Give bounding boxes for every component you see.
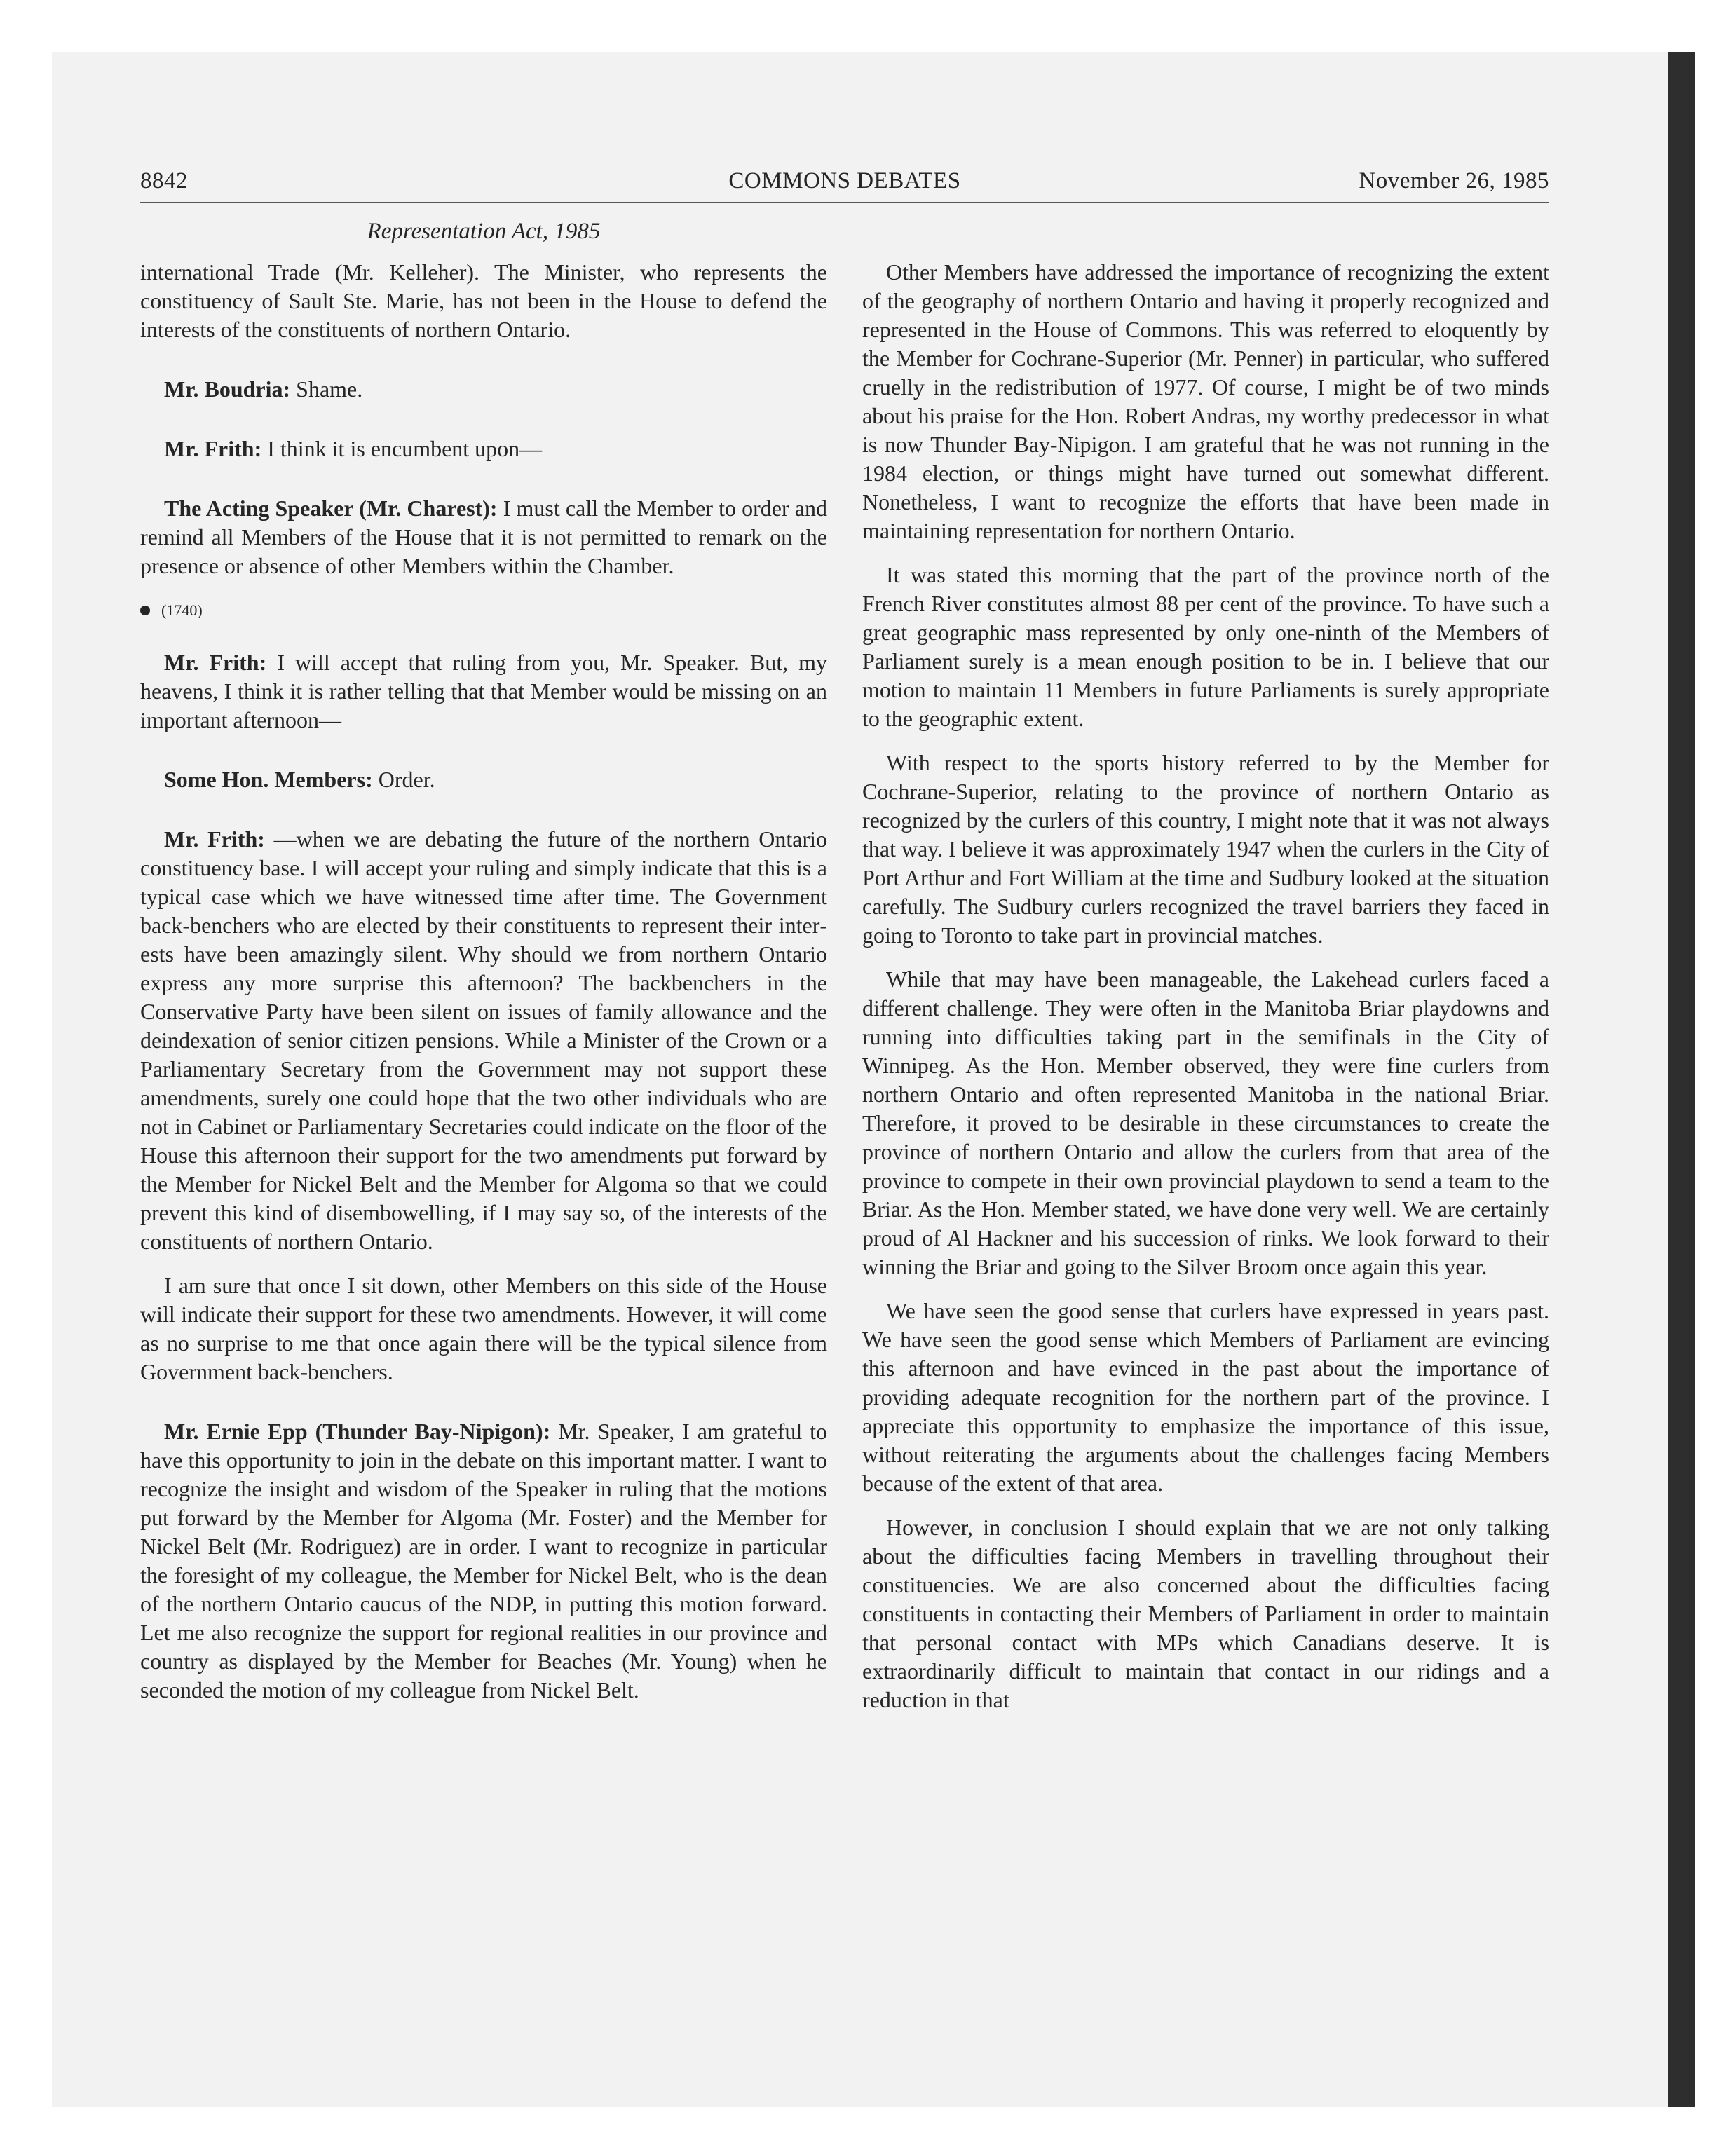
paragraph-text: We have seen the good sense that curlers have expressed in years past. We have seen the good sense which Members of Parliament are evincing this afternoon and have evinced in the past about the importance of providing adequate recognition for the northern part of the province. I appreciate this opportunity to emphasize the importance of this issue, without reiterating the arguments about the challenges facing Members because of the extent of that area.: [862, 1298, 1549, 1496]
speech-text: Shame.: [290, 376, 363, 402]
page-header: [140, 168, 1549, 200]
paragraph: [140, 1271, 827, 1386]
speech: [140, 435, 827, 463]
speaker-name: The Acting Speaker (Mr. Charest):: [164, 496, 498, 521]
spacer: [140, 360, 827, 375]
speech: [140, 494, 827, 580]
speaker-name: Mr. Boudria:: [164, 376, 291, 402]
speech: [140, 825, 827, 1256]
paragraph-text: I am sure that once I sit down, other Members on this side of the House will indicate their support for these two amendments. However, it will come as no surprise to me that once again there will be the typical silence from Government back-benchers.: [140, 1273, 827, 1384]
speaker-name: Mr. Frith:: [164, 436, 262, 461]
speech-text: I will accept that ruling from you, Mr. Speaker. But, my heavens, I think it is rather telling that that Member would be missing on an important afternoon—: [140, 650, 828, 732]
speech-text: Mr. Speaker, I am grateful to have this opportunity to join in the debate on this important matter. I want to recognize the insight and wisdom of the Speaker in ruling that the motions put forward by the Member for Algoma (Mr. Foster) and the Member for Nickel Belt (Mr. Rodriguez) are in order. I want to recognize in particular the foresight of my colleague, the Member for Nickel Belt, who is the dean of the northern Ontario caucus of the NDP, in putting this motion forward. Let me also recognize the support for regional realities in our province and country as displayed by the Member for Beaches (Mr. Young) when he seconded the motion of my colleague from Nickel Belt.: [140, 1419, 828, 1703]
speech-text: Order.: [372, 767, 435, 792]
paragraph: [862, 561, 1549, 733]
publication-title: COMMONS DEBATES: [728, 168, 961, 193]
bullet-icon: [140, 606, 150, 615]
speech-text: I think it is encumbent upon—: [261, 436, 543, 461]
paragraph-text: However, in conclusion I should explain that we are not only talking about the difficulties facing Members in travelling throughout their constituencies. We are also concerned about the difficulties facing constituents in contacting their Members of Parliament in order to maintain that personal contact with MPs which Canadians deserve. It is extraordinarily difficult to maintain that contact in our ridings and a reduction in that: [862, 1515, 1549, 1712]
page-number: 8842: [140, 168, 188, 193]
speaker-name: Mr. Ernie Epp (Thunder Bay-Nipigon):: [164, 1419, 551, 1444]
spacer: [140, 419, 827, 435]
paragraph-text: It was stated this morning that the part of the province north of the French River constitutes almost 88 per cent of the province. To have such a great geographic mass represented by only one-ninth of the Members of Parliament surely is a mean enough position to be in. I believe that our motion to maintain 11 Members in future Parliaments is surely appropriate to the geographic extent.: [862, 562, 1549, 731]
paragraph-text: international Trade (Mr. Kelleher). The Minister, who represents the constituency of Sault Ste. Marie, has not been in the House to defend the interests of the constituents of northern Ontario.: [140, 259, 827, 342]
time-marker: [140, 596, 827, 625]
left-column: [140, 258, 827, 1720]
paragraph: [140, 258, 827, 344]
right-column: [862, 258, 1549, 1730]
paragraph: [862, 258, 1549, 545]
header-rule: [140, 202, 1549, 203]
speech: [140, 1417, 827, 1705]
section-subheading: Representation Act, 1985: [367, 219, 601, 244]
page-date: November 26, 1985: [1359, 168, 1549, 193]
paragraph-text: Other Members have addressed the importance of recognizing the extent of the geography of northern Ontario and having it properly recognized and represented in the House of Commons. This was referred to eloquently by the Member for Cochrane-Superior (Mr. Penner) in particular, who suffered cruelly in the redistribution of 1977. Of course, I might be of two minds about his praise for the Hon. Robert Andras, my worthy predecessor in what is now Thunder Bay-Nipigon. I am grateful that he was not running in the 1984 election, or things might have turned out somewhat different. Nonetheless, I want to recognize the efforts that have been made in maintaining representation for northern Ontario.: [862, 259, 1549, 543]
spacer: [140, 479, 827, 494]
speech: [140, 375, 827, 404]
spacer: [140, 1402, 827, 1417]
speaker-name: Mr. Frith:: [164, 650, 267, 675]
speech-text: I must call the Member to order and remind all Members of the House that it is not permitted to remark on the presence or absence of other Members within the Chamber.: [140, 496, 827, 578]
paragraph-text: With respect to the sports history referred to by the Member for Cochrane-Superior, relating to the province of northern Ontario as recognized by the curlers of this country, I might note that it was not always that way. I believe it was approximately 1947 when the curlers in the City of Port Arthur and Fort William at the time and Sudbury looked at the situation carefully. The Sudbury curlers recognized the travel barriers they faced in going to Toronto to take part in provincial matches.: [862, 750, 1549, 948]
paragraph: [862, 1513, 1549, 1714]
speech-text: —when we are debating the future of the northern Ontario constituency base. I will accept your ruling and simply indicate that this is a typical case which we have witnessed time after time. The Government back-benchers who are elected by their constituents to represent their interests have been amazingly silent. Why should we from northern Ontario express any more surprise this afternoon? The backbenchers in the Conservative Party have been silent on issues of family allowance and the deindexation of senior citizen pensions. While a Minister of the Crown or a Parliamentary Secretary from the Government may not support these amendments, surely one could hope that the two other individuals who are not in Cabinet or Parliamentary Secretaries could indicate on the floor of the House this afternoon their support for the two amendments put forward by the Member for Nickel Belt and the Member for Algoma so that we could prevent this kind of disembowelling, if I may say so, of the interests of the constituents of northern Ontario.: [140, 826, 828, 1254]
speech: [140, 648, 827, 735]
speaker-name: Some Hon. Members:: [164, 767, 373, 792]
paragraph-text: While that may have been manageable, the Lakehead curlers faced a different challenge. They were often in the Manitoba Briar playdowns and running into difficulties taking part in the semifinals in the City of Winnipeg. As the Hon. Member observed, they were fine curlers from northern Ontario and often represented Manitoba in the national Briar. Therefore, it proved to be desirable in these circumstances to create the province of northern Ontario and allow the curlers from that area of the province to compete in their own provincial playdown to send a team to the Briar. As the Hon. Member stated, we have done very well. We are certainly proud of Al Hackner and his succession of rinks. We look forward to their winning the Briar and going to the Silver Broom once again this year.: [862, 967, 1549, 1279]
speaker-name: Mr. Frith:: [164, 826, 265, 852]
timestamp: (1740): [161, 601, 203, 619]
paragraph: [862, 965, 1549, 1281]
speech: [140, 765, 827, 794]
paragraph: [862, 749, 1549, 950]
binding-edge: [1668, 52, 1695, 2107]
paragraph: [862, 1297, 1549, 1498]
spacer: [140, 750, 827, 765]
spacer: [140, 810, 827, 825]
